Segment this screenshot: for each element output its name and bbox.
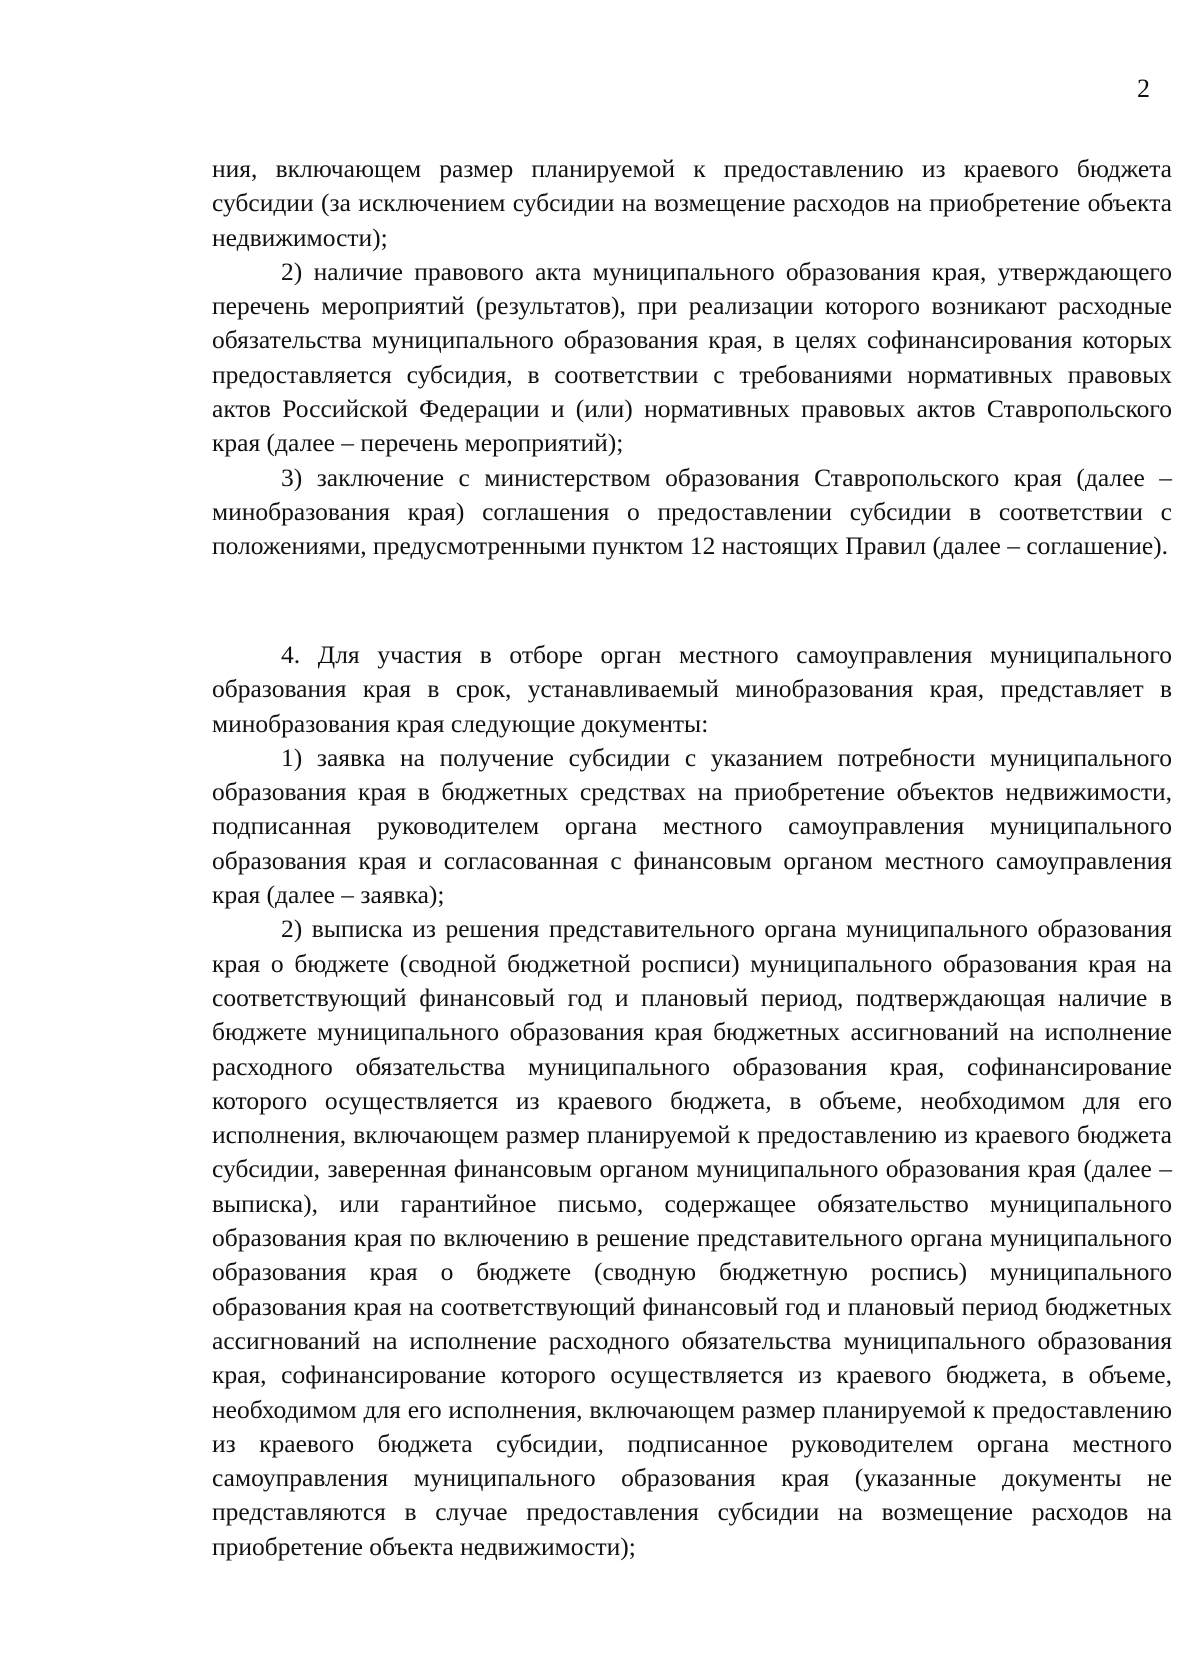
page-number: 2: [1137, 74, 1150, 103]
paragraph-item-3-agreement: 3) заключение с министерством образования Ставропольского края (далее – минобразования края) соглашения о предоставлении субсидии в соответствии с положениями, предусмотренными пунктом 12 настоящих Правил (далее – соглашение).: [212, 462, 1172, 561]
text-block-bottom: [212, 638, 1172, 1564]
paragraph-item-1-application: 1) заявка на получение субсидии с указанием потребности муниципального образования края в бюджетных средствах на приобретение объектов недвижимости, подписанная руководителем органа местного самоуправления муниципального образования края и согласованная с финансовым органом местного самоуправления края (далее – заявка);: [212, 742, 1172, 910]
paragraph-continuation: ния, включающем размер планируемой к предоставлению из краевого бюджета субсидии (за исключением субсидии на возмещение расходов на приобретение объекта недвижимости);: [212, 154, 1172, 252]
paragraph-item-2-budget-extract: 2) выписка из решения представительного органа муниципального образования края о бюджете (сводной бюджетной росписи) муниципального образования края на соответствующий финансовый год и плановый период, подтверждающая наличие в бюджете муниципального образования края бюджетных ассигнований на исполнение расходного обязательства муниципального образования края, софинансирование которого осуществляется из краевого бюджета, в объеме, необходимом для его исполнения, включающем размер планируемой к предоставлению из краевого бюджета субсидии, заверенная финансовым органом муниципального образования края (далее – выписка), или гарантийное письмо, содержащее обязательство муниципального образования края по включению в решение представительного органа муниципального образования края о бюджете (сводную бюджетную роспись) муниципального образования края на соответствующий финансовый год и плановый период бюджетных ассигнований на исполнение расходного обязательства муниципального образования края, софинансирование которого осуществляется из краевого бюджета, в объеме, необходимом для его исполнения, включающем размер планируемой к предоставлению из краевого бюджета субсидии, подписанное руководителем органа местного самоуправления муниципального образования края (указанные документы не представляются в случае предоставления субсидии на возмещение расходов на приобретение объекта недвижимости);: [212, 914, 1172, 1561]
text-block-top: [212, 152, 1172, 564]
paragraph-item-2-legal-act: 2) наличие правового акта муниципального образования края, утверждающего перечень мероприятий (результатов), при реализации которого возникают расходные обязательства муниципального образования края, в целях софинансирования которых предоставляется субсидия, в соответствии с требованиями нормативных правовых актов Российской Федерации и (или) нормативных правовых актов Ставропольского края (далее – перечень мероприятий);: [212, 256, 1172, 458]
paragraph-section-4: 4. Для участия в отборе орган местного самоуправления муниципального образования края в срок, устанавливаемый минобразования края, представляет в минобразования края следующие документы:: [212, 640, 1172, 738]
